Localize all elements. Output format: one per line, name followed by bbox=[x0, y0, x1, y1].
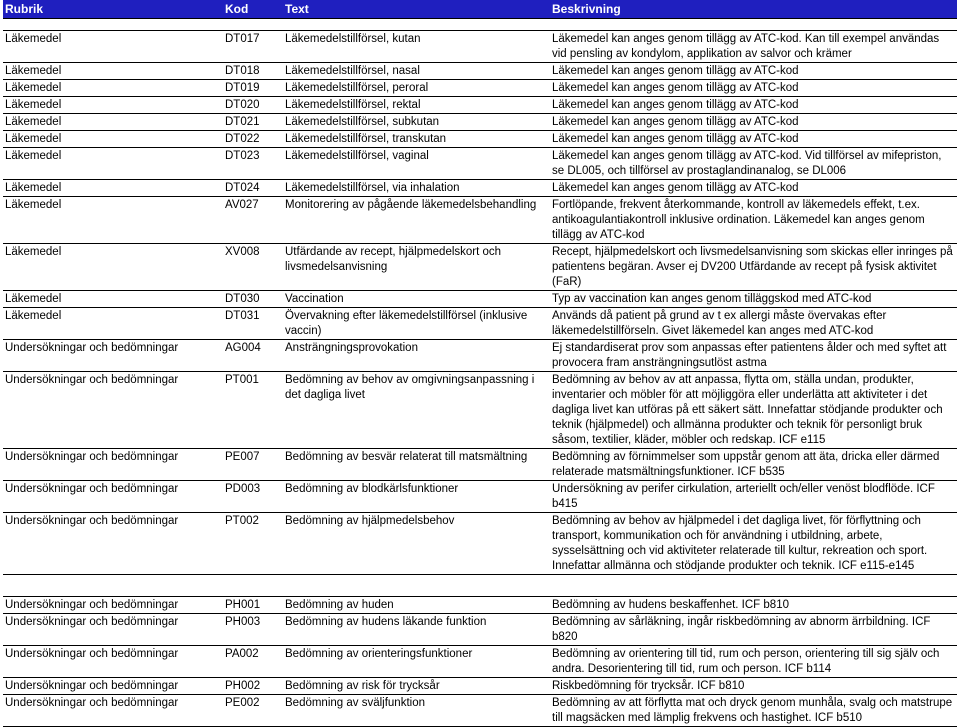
cell-text: Vaccination bbox=[285, 293, 344, 305]
cell-kod: PH003 bbox=[225, 616, 261, 628]
cell-kod: PT001 bbox=[225, 374, 259, 386]
cell-beskrivning: Bedömning av behov av att anpassa, flytta om, ställa undan, produkter, inventarier och möbler för att möjliggöra eller underlätta att aktiviteter i det dagliga livet kan utföras på ett säkert sätt. Innefattar stödjande produkter och teknik (hjälpmedel) och allmänna produkter och teknik för personligt bruk såsom, textilier, kläder, möbler och redskap. ICF e115 bbox=[552, 374, 943, 446]
table-row bbox=[3, 340, 957, 372]
cell-rubrik: Läkemedel bbox=[5, 133, 62, 145]
cell-rubrik: Undersökningar och bedömningar bbox=[5, 680, 179, 692]
cell-beskrivning: Läkemedel kan anges genom tillägg av ATC-kod bbox=[552, 133, 799, 145]
cell-text: Läkemedelstillförsel, subkutan bbox=[285, 116, 440, 128]
cell-kod: DT024 bbox=[225, 182, 260, 194]
cell-rubrik: Läkemedel bbox=[5, 310, 62, 322]
cell-beskrivning: Bedömning av hudens beskaffenhet. ICF b810 bbox=[552, 599, 789, 611]
cell-text: Bedömning av orienteringsfunktioner bbox=[285, 648, 473, 660]
table-row bbox=[3, 180, 957, 197]
cell-beskrivning: Bedömning av sårläkning, ingår riskbedömning av abnorm ärrbildning. ICF b820 bbox=[552, 616, 931, 643]
cell-text: Läkemedelstillförsel, peroral bbox=[285, 82, 429, 94]
cell-beskrivning: Bedömning av behov av hjälpmedel i det dagliga livet, för förflyttning och transport, kommunikation och för användning i utbildning, arbete, sysselsättning och vid aktiviteter relaterade till kultur, rekreation och sport. Innefattar allmänna och stödjande produkter och teknik. ICF e115-e145 bbox=[552, 515, 928, 572]
cell-rubrik: Läkemedel bbox=[5, 82, 62, 94]
cell-beskrivning: Läkemedel kan anges genom tillägg av ATC-kod. Vid tillförsel av mifepriston, se DL005, och tillförsel av prostaglandinanalog, se DL006 bbox=[552, 150, 942, 177]
table-row bbox=[3, 244, 957, 291]
cell-kod: PE002 bbox=[225, 697, 260, 709]
cell-kod: PT002 bbox=[225, 515, 259, 527]
cell-text: Bedömning av hjälpmedelsbehov bbox=[285, 515, 455, 527]
cell-text: Bedömning av sväljfunktion bbox=[285, 697, 425, 709]
cell-beskrivning: Bedömning av att förflytta mat och dryck genom munhåla, svalg och matstrupe till magsäcken med lämplig frekvens och hastighet. ICF b510 bbox=[552, 697, 953, 724]
cell-text: Bedömning av blodkärlsfunktioner bbox=[285, 483, 459, 495]
cell-text: Läkemedelstillförsel, nasal bbox=[285, 65, 420, 77]
cell-text: Bedömning av besvär relaterat till matsmältning bbox=[285, 451, 528, 463]
cell-text: Läkemedelstillförsel, vaginal bbox=[285, 150, 429, 162]
table-row bbox=[3, 449, 957, 481]
cell-text: Utfärdande av recept, hjälpmedelskort och livsmedelsanvisning bbox=[285, 246, 502, 273]
cell-rubrik: Läkemedel bbox=[5, 182, 62, 194]
cell-text: Monitorering av pågående läkemedelsbehandling bbox=[285, 199, 537, 211]
cell-rubrik: Undersökningar och bedömningar bbox=[5, 515, 179, 527]
table-row bbox=[3, 197, 957, 244]
header-beskrivning: Beskrivning bbox=[552, 2, 621, 16]
cell-rubrik: Undersökningar och bedömningar bbox=[5, 697, 179, 709]
cell-beskrivning: Riskbedömning för trycksår. ICF b810 bbox=[552, 680, 745, 692]
table-row bbox=[3, 114, 957, 131]
cell-kod: DT022 bbox=[225, 133, 260, 145]
table-row bbox=[3, 597, 957, 614]
cell-kod: DT020 bbox=[225, 99, 260, 111]
cell-beskrivning: Undersökning av perifer cirkulation, arteriellt och/eller venöst blodflöde. ICF b415 bbox=[552, 483, 935, 510]
cell-rubrik: Undersökningar och bedömningar bbox=[5, 451, 179, 463]
cell-kod: PE007 bbox=[225, 451, 260, 463]
table-row bbox=[3, 291, 957, 308]
cell-beskrivning: Läkemedel kan anges genom tillägg av ATC-kod bbox=[552, 182, 799, 194]
cell-rubrik: Läkemedel bbox=[5, 65, 62, 77]
table-row bbox=[3, 308, 957, 340]
table-row bbox=[3, 97, 957, 114]
cell-beskrivning: Bedömning av orientering till tid, rum och person, orientering till sig själv och andra. Desorientering till tid, rum och person. ICF b114 bbox=[552, 648, 940, 675]
cell-rubrik: Läkemedel bbox=[5, 150, 62, 162]
cell-kod: XV008 bbox=[225, 246, 260, 258]
table-row bbox=[3, 646, 957, 678]
cell-text: Bedömning av behov av omgivningsanpassning i det dagliga livet bbox=[285, 374, 535, 401]
cell-beskrivning: Fortlöpande, frekvent återkommande, kontroll av läkemedels effekt, t.ex. antikoagulantiakontroll inklusive ordination. Läkemedel kan anges genom tillägg av ATC-kod bbox=[552, 199, 925, 241]
cell-kod: AG004 bbox=[225, 342, 261, 354]
group-gap bbox=[3, 575, 957, 597]
cell-text: Bedömning av risk för trycksår bbox=[285, 680, 440, 692]
table-row bbox=[3, 372, 957, 449]
cell-rubrik: Läkemedel bbox=[5, 99, 62, 111]
header-text: Text bbox=[285, 2, 309, 16]
cell-text: Ansträngningsprovokation bbox=[285, 342, 418, 354]
cell-beskrivning: Används då patient på grund av t ex allergi måste övervakas efter läkemedelstillförseln. Givet läkemedel kan anges med ATC-kod bbox=[552, 310, 887, 337]
table-row bbox=[3, 131, 957, 148]
cell-rubrik: Undersökningar och bedömningar bbox=[5, 483, 179, 495]
cell-beskrivning: Bedömning av förnimmelser som uppstår genom att äta, dricka eller därmed relaterade matsmältningsfunktioner. ICF b535 bbox=[552, 451, 940, 478]
cell-kod: DT031 bbox=[225, 310, 260, 322]
cell-text: Bedömning av hudens läkande funktion bbox=[285, 616, 487, 628]
cell-rubrik: Undersökningar och bedömningar bbox=[5, 599, 179, 611]
table-header bbox=[3, 0, 957, 19]
table-row bbox=[3, 63, 957, 80]
table-body bbox=[3, 31, 957, 727]
cell-text: Läkemedelstillförsel, transkutan bbox=[285, 133, 447, 145]
table-row bbox=[3, 695, 957, 727]
code-table bbox=[3, 0, 957, 727]
table-row bbox=[3, 481, 957, 513]
cell-kod: DT019 bbox=[225, 82, 260, 94]
cell-kod: PA002 bbox=[225, 648, 259, 660]
cell-beskrivning: Läkemedel kan anges genom tillägg av ATC-kod bbox=[552, 99, 799, 111]
header-gap bbox=[3, 19, 957, 30]
table-row bbox=[3, 513, 957, 575]
cell-rubrik: Undersökningar och bedömningar bbox=[5, 616, 179, 628]
cell-beskrivning: Recept, hjälpmedelskort och livsmedelsanvisning som skickas eller inringes på patientens begäran. Avser ej DV200 Utfärdande av recept på fysisk aktivitet (FaR) bbox=[552, 246, 953, 288]
cell-kod: DT021 bbox=[225, 116, 260, 128]
cell-beskrivning: Läkemedel kan anges genom tillägg av ATC-kod bbox=[552, 65, 799, 77]
cell-beskrivning: Läkemedel kan anges genom tillägg av ATC-kod. Kan till exempel användas vid pensling av kondylom, applikation av salvor och krämer bbox=[552, 33, 940, 60]
header-rubrik: Rubrik bbox=[5, 2, 44, 16]
cell-kod: DT023 bbox=[225, 150, 260, 162]
cell-kod: DT030 bbox=[225, 293, 260, 305]
cell-rubrik: Läkemedel bbox=[5, 33, 62, 45]
cell-text: Övervakning efter läkemedelstillförsel (inklusive vaccin) bbox=[285, 310, 528, 337]
cell-rubrik: Undersökningar och bedömningar bbox=[5, 648, 179, 660]
cell-kod: DT017 bbox=[225, 33, 260, 45]
cell-kod: DT018 bbox=[225, 65, 260, 77]
cell-text: Bedömning av huden bbox=[285, 599, 394, 611]
cell-kod: AV027 bbox=[225, 199, 259, 211]
cell-rubrik: Läkemedel bbox=[5, 246, 62, 258]
cell-rubrik: Läkemedel bbox=[5, 199, 62, 211]
cell-rubrik: Läkemedel bbox=[5, 293, 62, 305]
cell-text: Läkemedelstillförsel, via inhalation bbox=[285, 182, 460, 194]
header-kod: Kod bbox=[225, 2, 249, 16]
cell-rubrik: Undersökningar och bedömningar bbox=[5, 374, 179, 386]
cell-kod: PH002 bbox=[225, 680, 261, 692]
cell-kod: PH001 bbox=[225, 599, 261, 611]
table-row bbox=[3, 80, 957, 97]
table-row bbox=[3, 31, 957, 63]
table-row bbox=[3, 678, 957, 695]
cell-text: Läkemedelstillförsel, kutan bbox=[285, 33, 421, 45]
cell-text: Läkemedelstillförsel, rektal bbox=[285, 99, 421, 111]
cell-beskrivning: Läkemedel kan anges genom tillägg av ATC-kod bbox=[552, 116, 799, 128]
cell-kod: PD003 bbox=[225, 483, 261, 495]
cell-rubrik: Läkemedel bbox=[5, 116, 62, 128]
table-row bbox=[3, 148, 957, 180]
cell-beskrivning: Läkemedel kan anges genom tillägg av ATC-kod bbox=[552, 82, 799, 94]
cell-rubrik: Undersökningar och bedömningar bbox=[5, 342, 179, 354]
cell-beskrivning: Ej standardiserat prov som anpassas efter patientens ålder och med syftet att provocera fram ansträngningsutlöst astma bbox=[552, 342, 947, 369]
cell-beskrivning: Typ av vaccination kan anges genom tilläggskod med ATC-kod bbox=[552, 293, 872, 305]
table-row bbox=[3, 614, 957, 646]
